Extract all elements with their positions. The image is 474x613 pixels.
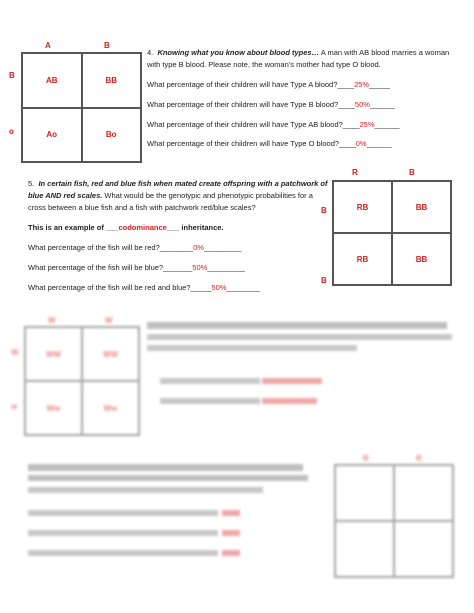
q7-answer-3 xyxy=(222,550,240,556)
q4-grid xyxy=(21,52,142,163)
q5-example-suffix: ___ inheritance. xyxy=(166,223,224,232)
q7-cell-2 xyxy=(394,465,453,521)
q4-cell-4: Bo xyxy=(82,108,142,163)
q4-line-3-answer: 25% xyxy=(359,120,375,129)
q7-cell-1 xyxy=(335,465,394,521)
q4-line-1 xyxy=(147,80,390,89)
q6-genotype-label xyxy=(160,378,260,384)
q4-side-header-1: B xyxy=(9,71,15,80)
q6-phenotype-label xyxy=(160,398,260,404)
q5-title: In certain fish, red and blue fish when mated create offspring with a patchwork of blue AND red scales. xyxy=(28,179,328,200)
q6-side-header-2: w xyxy=(11,402,18,411)
q5-top-header-1: R xyxy=(352,168,358,177)
q5-example-answer: codominance xyxy=(118,223,167,232)
q7-top-header-2: R xyxy=(416,454,422,463)
q4-line-3-prefix: What percentage of their children will have Type AB blood?____ xyxy=(147,120,360,129)
q5-line-3-suffix: ________ xyxy=(226,283,260,292)
q5-line-1-prefix: What percentage of the fish will be red?________ xyxy=(28,243,194,252)
q6-text-line-2 xyxy=(147,334,452,340)
q7-answer-line-1 xyxy=(28,510,218,516)
q4-line-1-prefix: What percentage of their children will have Type A blood?____ xyxy=(147,80,355,89)
q6-cell-3: Ww xyxy=(25,381,82,435)
q4-line-2-suffix: ______ xyxy=(369,100,395,109)
q4-line-3 xyxy=(147,120,400,129)
q5-line-2 xyxy=(28,263,245,272)
q7-answer-line-3 xyxy=(28,550,218,556)
q4-top-header-1: A xyxy=(45,41,51,50)
q4-cell-2: BB xyxy=(82,53,142,108)
q5-line-2-suffix: _________ xyxy=(207,263,245,272)
q5-question xyxy=(28,178,328,214)
q5-line-2-prefix: What percentage of the fish will be blue?_______ xyxy=(28,263,193,272)
q6-text-line-1 xyxy=(147,322,447,329)
q5-example-line xyxy=(28,223,224,232)
q7-text-line-3 xyxy=(28,487,263,493)
q5-side-header-1: B xyxy=(321,206,327,215)
q5-line-3-prefix: What percentage of the fish will be red and blue?_____ xyxy=(28,283,212,292)
q4-line-2-prefix: What percentage of their children will have Type B blood?____ xyxy=(147,100,355,109)
q5-cell-1: RB xyxy=(333,181,392,233)
q5-line-2-answer: 50% xyxy=(192,263,208,272)
q7-grid xyxy=(334,464,454,578)
q4-line-2 xyxy=(147,100,395,109)
q5-line-1-suffix: _________ xyxy=(203,243,242,252)
q4-side-header-2: o xyxy=(9,127,14,136)
q4-line-4-suffix: ______ xyxy=(366,139,392,148)
q7-answer-line-2 xyxy=(28,530,218,536)
q4-line-3-suffix: ______ xyxy=(374,120,400,129)
q5-line-3 xyxy=(28,283,260,292)
q4-cell-1: AB xyxy=(22,53,82,108)
q5-top-header-2: B xyxy=(409,168,415,177)
q7-cell-3 xyxy=(335,521,394,577)
q4-body: A man with AB blood marries a woman with type B blood. Please note, the woman’s mother had type O blood. xyxy=(147,48,450,69)
q5-cell-2: BB xyxy=(392,181,451,233)
q4-line-1-suffix: _____ xyxy=(369,80,390,89)
q5-grid xyxy=(332,180,452,286)
q4-title: Knowing what you know about blood types… xyxy=(157,48,320,57)
q4-question xyxy=(147,47,459,71)
q5-side-header-2: B xyxy=(321,276,327,285)
q4-cell-3: Ao xyxy=(22,108,82,163)
q6-grid xyxy=(24,326,140,436)
q6-side-header-1: W xyxy=(11,348,19,357)
q4-top-header-2: B xyxy=(104,41,110,50)
q5-example-prefix: This is an example of ___ xyxy=(28,223,119,232)
q6-cell-2: WW xyxy=(82,327,139,381)
q5-cell-3: RB xyxy=(333,233,392,285)
q7-answer-2 xyxy=(222,530,240,536)
q4-line-4 xyxy=(147,139,392,148)
q7-answer-1 xyxy=(222,510,240,516)
q6-cell-1: WW xyxy=(25,327,82,381)
q7-cell-4 xyxy=(394,521,453,577)
q7-text-line-1 xyxy=(28,464,303,471)
q4-line-1-answer: 25% xyxy=(354,80,370,89)
q4-line-2-answer: 50% xyxy=(354,100,370,109)
q5-number: 5. xyxy=(28,179,35,188)
q6-top-header-2: W xyxy=(105,316,113,325)
q5-line-1 xyxy=(28,243,242,252)
q7-top-header-1: R xyxy=(363,454,369,463)
q5-cell-4: BB xyxy=(392,233,451,285)
q6-text-line-3 xyxy=(147,345,357,351)
q6-top-header-1: W xyxy=(48,316,56,325)
q4-line-4-answer: 0% xyxy=(355,139,367,148)
q7-text-line-2 xyxy=(28,475,308,481)
q5-line-3-answer: 50% xyxy=(211,283,227,292)
q4-line-4-prefix: What percentage of their children will have Type O blood?____ xyxy=(147,139,356,148)
q5-body: What would be the genotypic and phenotypic probabilities for a cross between a blue fish and a fish with patchwork red/blue scales? xyxy=(28,191,313,212)
q6-cell-4: Ww xyxy=(82,381,139,435)
q6-genotype-answer xyxy=(262,378,322,384)
q5-line-1-answer: 0% xyxy=(193,243,204,252)
q6-phenotype-answer xyxy=(262,398,317,404)
q4-number: 4. xyxy=(147,48,154,57)
